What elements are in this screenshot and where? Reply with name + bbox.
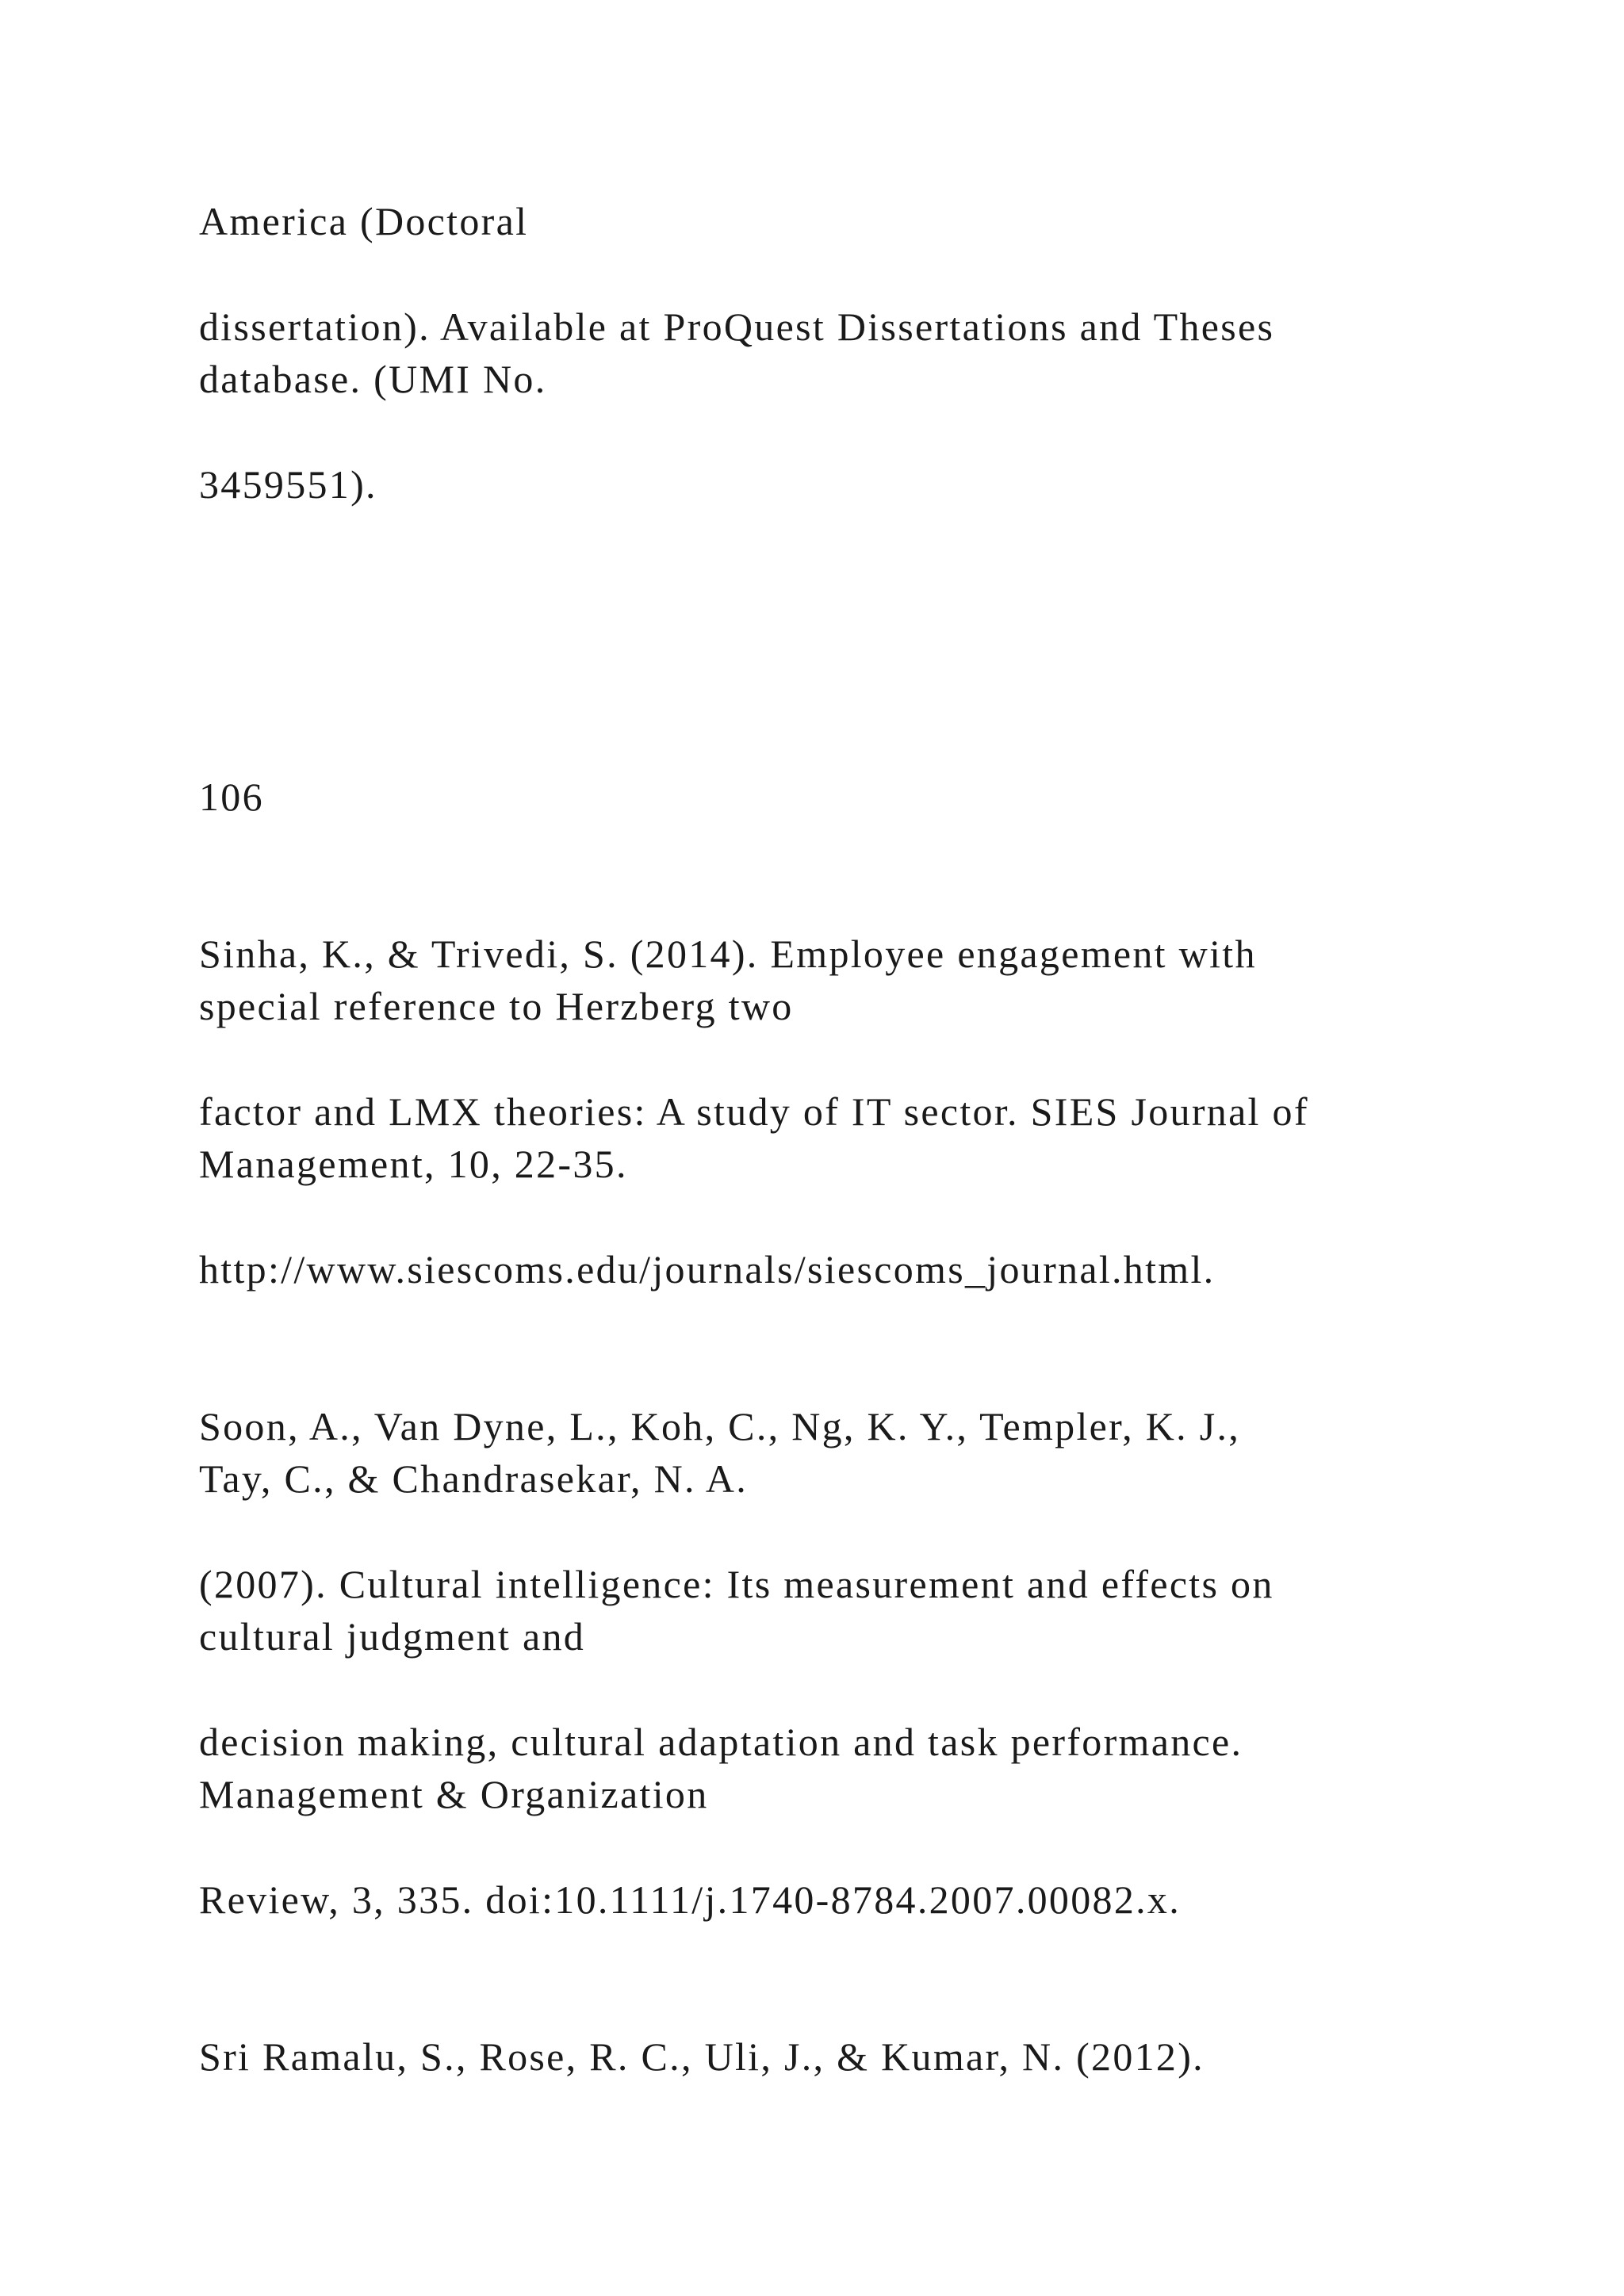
page-number: 106 xyxy=(199,775,264,819)
reference-line: factor and LMX theories: A study of IT sector. SIES Journal of xyxy=(199,1089,1309,1134)
reference-line: Management, 10, 22-35. xyxy=(199,1142,628,1186)
reference-line: dissertation). Available at ProQuest Dissertations and Theses xyxy=(199,304,1275,349)
reference-line: America (Doctoral xyxy=(199,199,529,243)
reference-line: Review, 3, 335. doi:10.1111/j.1740-8784.2007.00082.x. xyxy=(199,1877,1182,1922)
reference-line: Management & Organization xyxy=(199,1772,709,1816)
reference-line: database. (UMI No. xyxy=(199,357,547,401)
reference-line: cultural judgment and xyxy=(199,1614,586,1659)
reference-line: Soon, A., Van Dyne, L., Koh, C., Ng, K. Y., Templer, K. J., xyxy=(199,1404,1241,1448)
reference-line: Tay, C., & Chandrasekar, N. A. xyxy=(199,1456,749,1501)
reference-line: (2007). Cultural intelligence: Its measurement and effects on xyxy=(199,1562,1274,1606)
reference-line: special reference to Herzberg two xyxy=(199,984,794,1028)
reference-line: 3459551). xyxy=(199,462,377,507)
reference-url: http://www.siescoms.edu/journals/siescoms_journal.html. xyxy=(199,1247,1216,1292)
reference-line: Sinha, K., & Trivedi, S. (2014). Employee engagement with xyxy=(199,932,1257,976)
reference-line: Sri Ramalu, S., Rose, R. C., Uli, J., & Kumar, N. (2012). xyxy=(199,2034,1205,2079)
reference-line: decision making, cultural adaptation and task performance. xyxy=(199,1720,1243,1764)
